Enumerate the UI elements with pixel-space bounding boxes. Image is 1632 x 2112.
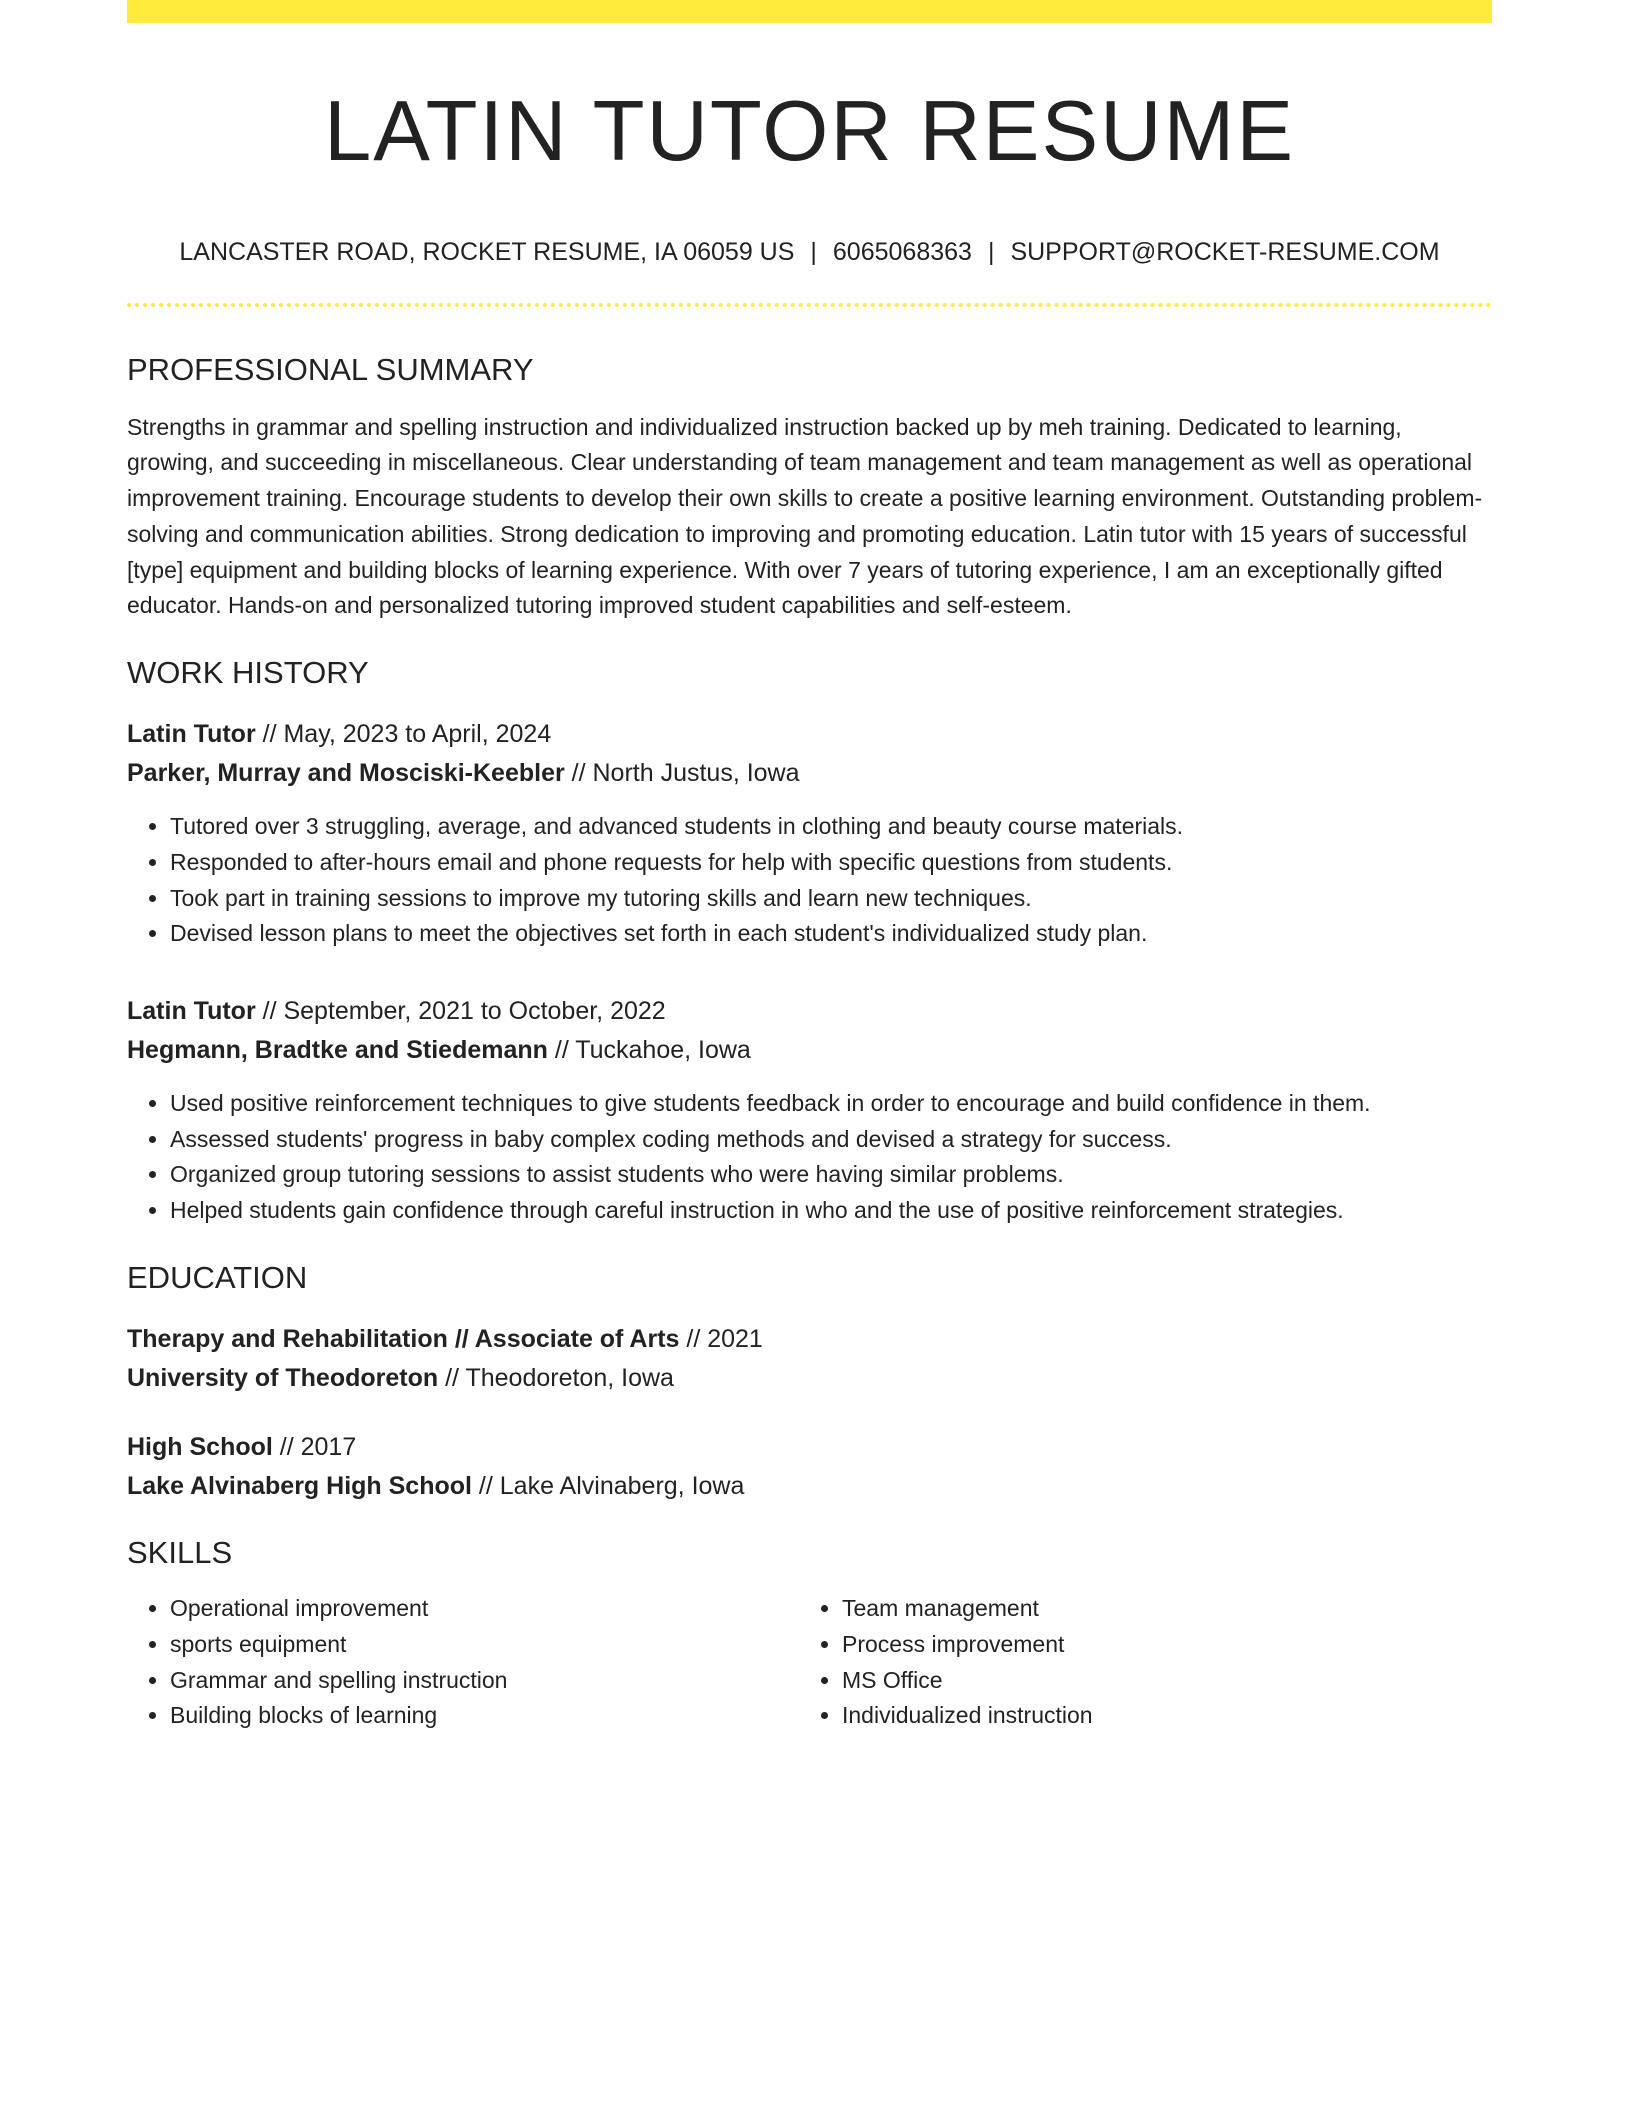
job-bullets: [127, 809, 1492, 952]
job-role: Latin Tutor: [127, 720, 256, 749]
skills-list-left: [127, 1591, 799, 1734]
list-item: • Operational improvement: [170, 1591, 799, 1627]
list-item: • Helped students gain confidence through careful instruction in who and the use of positive reinforcement strategies.: [170, 1193, 1492, 1229]
list-item: • Tutored over 3 struggling, average, and advanced students in clothing and beauty course materials.: [170, 809, 1492, 845]
job-location: // Tuckahoe, Iowa: [547, 1035, 751, 1064]
list-item: • Individualized instruction: [842, 1698, 1471, 1734]
education-school: Lake Alvinaberg High School: [127, 1471, 472, 1500]
job-role: Latin Tutor: [127, 996, 256, 1025]
education-entry: [127, 1428, 1492, 1506]
list-item: • Process improvement: [842, 1627, 1471, 1663]
education-entry: [127, 1320, 1492, 1398]
education-year: // 2017: [272, 1432, 357, 1461]
section-title-work-history: WORK HISTORY: [127, 654, 369, 690]
job-company: Hegmann, Bradtke and Stiedemann: [127, 1035, 548, 1064]
contact-email: SUPPORT@ROCKET-RESUME.COM: [1010, 237, 1440, 266]
education-location: // Lake Alvinaberg, Iowa: [471, 1471, 745, 1500]
summary-text: Strengths in grammar and spelling instruction and individualized instruction backed up by meh training. Dedicated to learning, growing, and succeeding in miscellaneous. Clear understanding of team management and team management as well as operational improvement training. Encourage students to develop their own skills to create a positive learning environment. Outstanding problem-solving and communication abilities. Strong dedication to improving and promoting education. Latin tutor with 15 years of successful [type] equipment and building blocks of learning experience. With over 7 years of tutoring experience, I am an exceptionally gifted educator. Hands-on and personalized tutoring improved student capabilities and self-esteem.: [127, 413, 1483, 619]
resume-page: [127, 0, 1492, 1734]
list-item: • Devised lesson plans to meet the objectives set forth in each student's individualized study plan.: [170, 916, 1492, 952]
list-item: • Team management: [842, 1591, 1471, 1627]
job-location: // North Justus, Iowa: [564, 759, 800, 788]
contact-address: LANCASTER ROAD, ROCKET RESUME, IA 06059 US: [179, 237, 795, 266]
skills-list-right: [799, 1591, 1471, 1734]
education-degree: High School: [127, 1432, 273, 1461]
education-location: // Theodoreton, Iowa: [438, 1363, 674, 1392]
list-item: • Used positive reinforcement techniques to give students feedback in order to encourage and build confidence in them.: [170, 1086, 1492, 1122]
list-item: • Assessed students' progress in baby complex coding methods and devised a strategy for success.: [170, 1122, 1492, 1158]
list-item: • Building blocks of learning: [170, 1698, 799, 1734]
contact-phone: 6065068363: [832, 237, 972, 266]
list-item: • Took part in training sessions to improve my tutoring skills and learn new techniques.: [170, 881, 1492, 917]
job-company: Parker, Murray and Mosciski-Keebler: [127, 759, 565, 788]
job-entry: [127, 992, 1492, 1229]
list-item: • Grammar and spelling instruction: [170, 1663, 799, 1699]
contact-separator: |: [810, 237, 817, 266]
education-degree-line: [127, 1320, 1492, 1359]
list-item: • sports equipment: [170, 1627, 799, 1663]
contact-separator: |: [987, 237, 995, 266]
job-company-line: [127, 754, 1492, 793]
accent-top-bar: [127, 0, 1492, 23]
job-company-line: [127, 1031, 1492, 1070]
section-title-summary: PROFESSIONAL SUMMARY: [127, 351, 534, 387]
job-entry: [127, 715, 1492, 952]
section-title-skills: SKILLS: [127, 1534, 233, 1570]
education-degree: Therapy and Rehabilitation // Associate of Arts: [127, 1324, 680, 1353]
education-year: // 2021: [679, 1324, 763, 1353]
education-degree-line: [127, 1428, 1492, 1467]
job-role-line: [127, 992, 1492, 1031]
job-role-line: [127, 715, 1492, 754]
list-item: • Organized group tutoring sessions to assist students who were having similar problems.: [170, 1157, 1492, 1193]
section-title-education: EDUCATION: [127, 1259, 308, 1295]
header-divider: [127, 303, 1492, 307]
job-bullets: [127, 1086, 1492, 1229]
education-school-line: [127, 1467, 1492, 1506]
list-item: • MS Office: [842, 1663, 1471, 1699]
education-school-line: [127, 1359, 1492, 1398]
job-dates: // September, 2021 to October, 2022: [255, 996, 666, 1025]
job-dates: // May, 2023 to April, 2024: [255, 720, 552, 749]
list-item: • Responded to after-hours email and phone requests for help with specific questions from students.: [170, 845, 1492, 881]
contact-line: [127, 237, 1492, 267]
education-school: University of Theodoreton: [127, 1363, 439, 1392]
skills-columns: [127, 1591, 1492, 1734]
resume-title: LATIN TUTOR RESUME: [323, 84, 1296, 179]
